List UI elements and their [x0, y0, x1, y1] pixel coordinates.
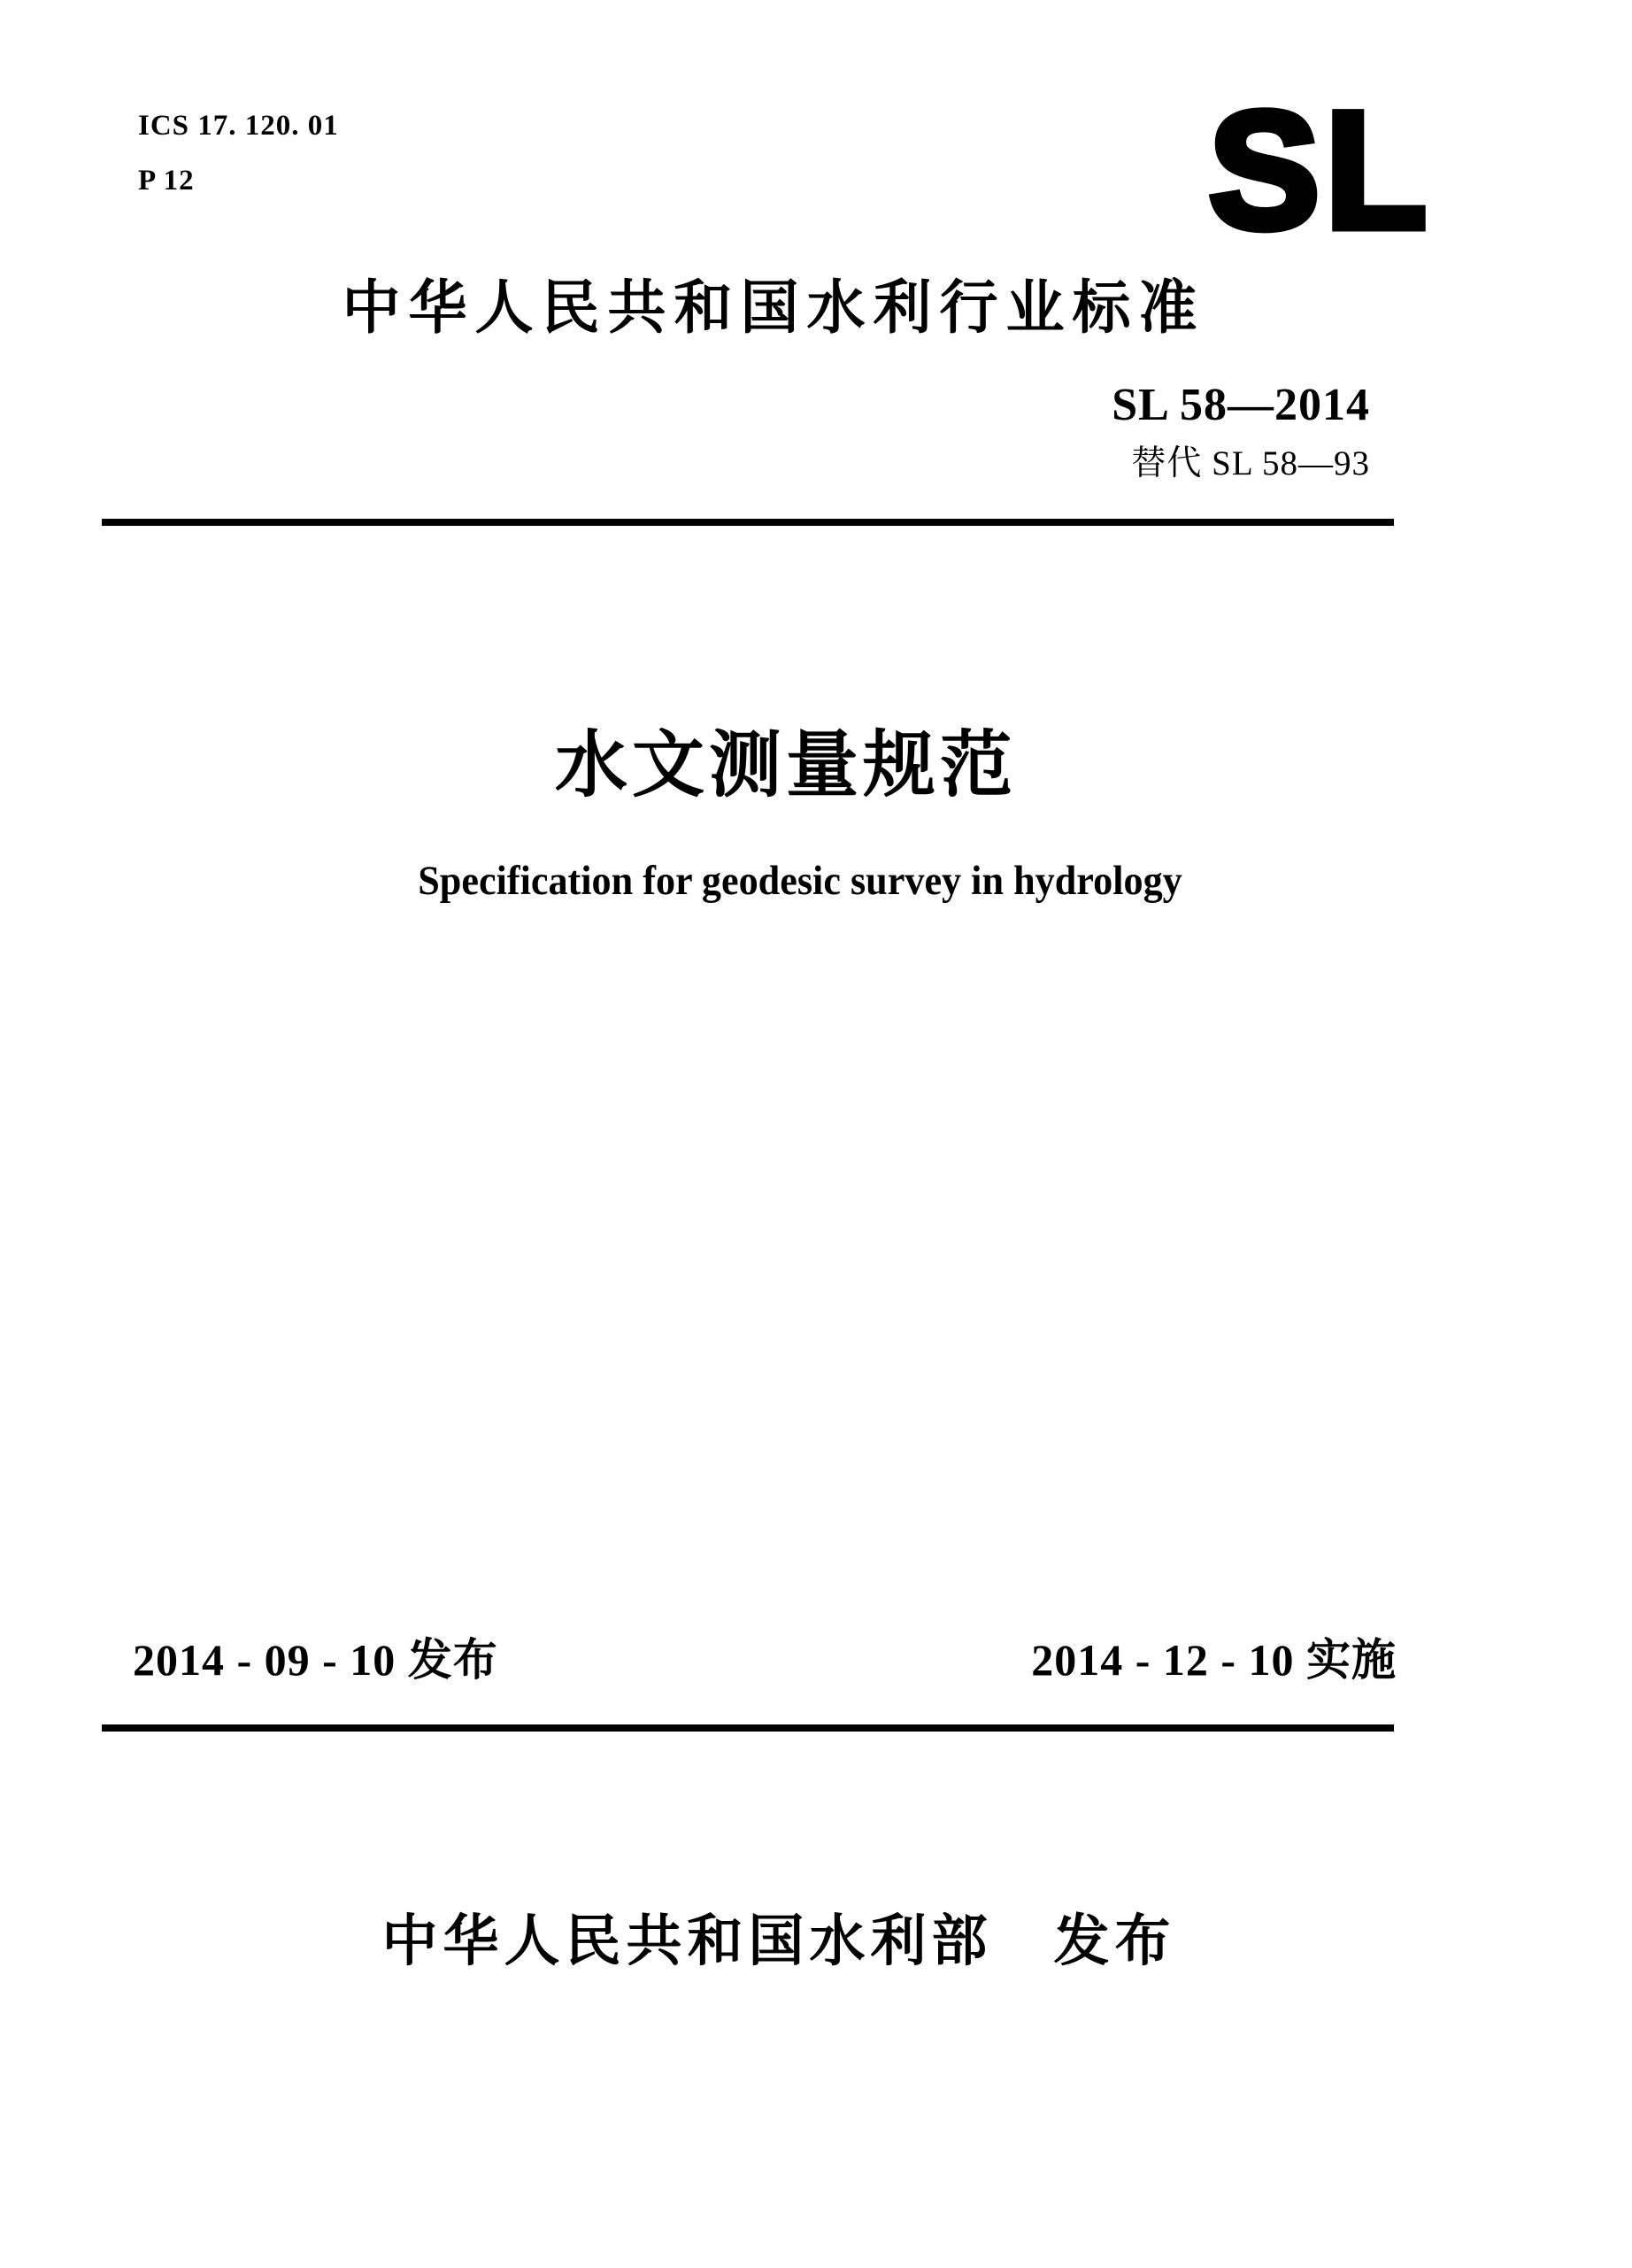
sl-logo: SL: [1208, 77, 1432, 263]
publisher-line: 中华人民共和国水利部 发布: [381, 1910, 1176, 1972]
issue-date-line: 2014 - 09 - 10 发布: [133, 1635, 498, 1685]
replaces-note: 替代 SL 58—93: [1131, 444, 1370, 482]
implementation-date-line: 2014 - 12 - 10 实施: [1031, 1635, 1397, 1685]
bottom-divider-rule: [102, 1724, 1394, 1732]
classification-codes: [138, 112, 339, 196]
standard-number-block: [1112, 382, 1370, 481]
standard-number: SL 58—2014: [1112, 380, 1370, 430]
top-divider-rule: [102, 519, 1394, 526]
ics-code: ICS 17. 120. 01: [138, 110, 339, 142]
standard-heading: 中华人民共和国水利行业标准: [342, 274, 1205, 340]
document-title-english: Specification for geodesic survey in hydrology: [418, 858, 1182, 904]
document-title-chinese: 水文测量规范: [554, 725, 1017, 806]
doc-class-code: P 12: [138, 165, 195, 197]
